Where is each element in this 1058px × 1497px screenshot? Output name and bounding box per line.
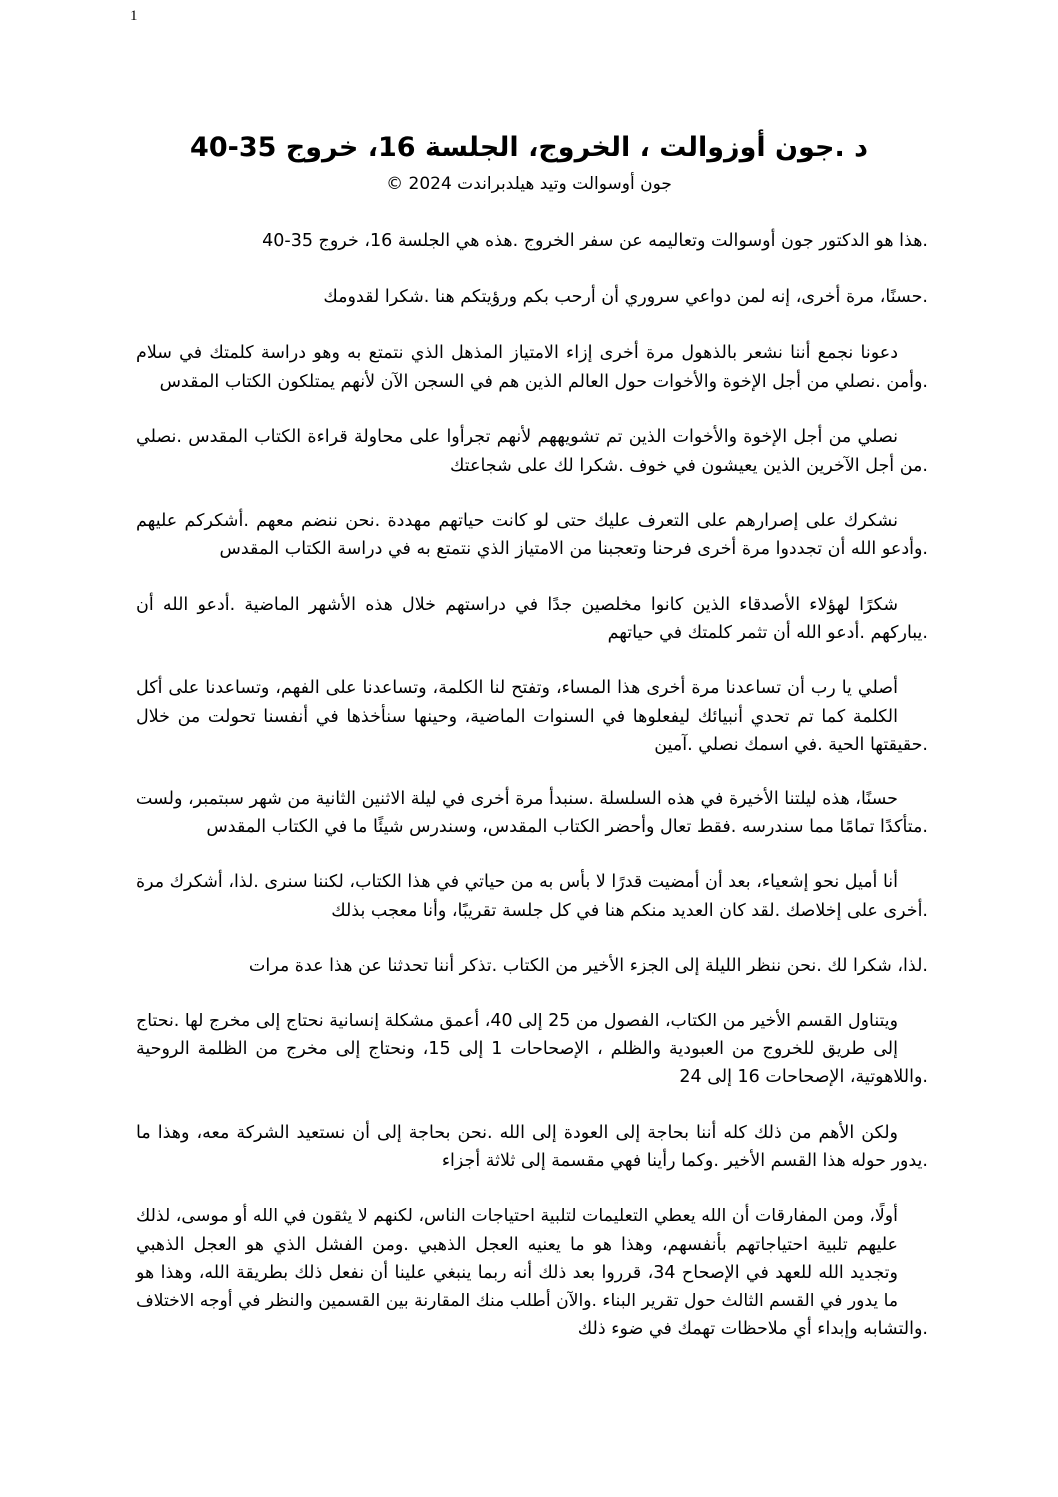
paragraph-line: .هذا هو الدكتور جون أوسوالت وتعاليمه عن سفر الخروج .هذه هي الجلسة 16، خروج 35-40 — [262, 231, 928, 251]
paragraph-line: .وأمن .نصلي من أجل الإخوة والأخوات حول العالم الذين هم في السجن الآن لأنهم يمتلكون الكتاب المقدس — [159, 372, 928, 392]
paragraph-line: .واللاهوتية، الإصحاحات 16 إلى 24 — [679, 1067, 928, 1087]
paragraph-line: نشكرك على إصرارهم على التعرف عليك حتى لو كانت حياتهم مهددة .نحن ننضم معهم .أشكركم عليهم — [136, 511, 898, 531]
paragraph-line: .يدور حوله هذا القسم الأخير .وكما رأينا فهي مقسمة إلى ثلاثة أجزاء — [441, 1151, 928, 1171]
paragraph-line: .متأكدًا تمامًا مما سندرسه .فقط تعال وأحضر الكتاب المقدس، وسندرس شيئًا ما في الكتاب المقدس — [206, 817, 928, 837]
paragraph-line: .لذا، شكرا لك .نحن ننظر الليلة إلى الجزء الأخير من الكتاب .تذكر أننا تحدثنا عن هذا عدة مرات — [248, 956, 928, 976]
paragraph-line: ولكن الأهم من ذلك كله أننا بحاجة إلى العودة إلى الله .نحن بحاجة إلى أن نستعيد الشركة معه، وهذا ما — [136, 1123, 898, 1143]
paragraph-line: أولًا، ومن المفارقات أن الله يعطي التعليمات لتلبية احتياجات الناس، لكنهم لا يثقون في الله أو موسى، لذلك — [136, 1206, 898, 1226]
paragraph-line: أنا أميل نحو إشعياء، بعد أن أمضيت قدرًا لا بأس به من حياتي في هذا الكتاب، لكننا سنرى .لذا، أشكرك مرة — [136, 872, 898, 892]
paragraph-line: ما يدور في القسم الثالث حول تقرير البناء .والآن أطلب منك المقارنة بين القسمين والنظر في أوجه الاختلاف — [136, 1291, 898, 1311]
paragraph-line: وتجديد الله للعهد في الإصحاح 34، قرروا بعد ذلك أنه ربما ينبغي علينا أن نفعل ذلك بطريقة الله، وهذا هو — [136, 1263, 898, 1283]
paragraph-line: .أخرى على إخلاصك .لقد كان العديد منكم هنا في كل جلسة تقريبًا، وأنا معجب بذلك — [331, 901, 928, 921]
document-title: د .جون أوزوالت ، الخروج، الجلسة 16، خروج 35-40 — [190, 132, 868, 163]
paragraph-line: ويتناول القسم الأخير من الكتاب، الفصول من 25 إلى 40، أعمق مشكلة إنسانية نحتاج إلى مخرج لها .نحتاج — [136, 1011, 899, 1031]
paragraph-line: الكلمة كما تم تحدي أنبيائك ليفعلوها في السنوات الماضية، وحينها سنأخذها في أنفسنا تحولت من خلال — [136, 707, 898, 727]
paragraph-line: .والتشابه وإبداء أي ملاحظات تهمك في ضوء ذلك — [577, 1319, 928, 1339]
paragraph-line: .من أجل الآخرين الذين يعيشون في خوف .شكرا لك على شجاعتك — [449, 456, 928, 476]
paragraph-line: .حسنًا، مرة أخرى، إنه لمن دواعي سروري أن أرحب بكم ورؤيتكم هنا .شكرا لقدومك — [323, 287, 928, 307]
paragraph-line: أصلي يا رب أن تساعدنا مرة أخرى هذا المساء، وتفتح لنا الكلمة، وتساعدنا على الفهم، وتساعدنا على أكل — [136, 678, 898, 698]
paragraph-line: .يباركهم .أدعو الله أن تثمر كلمتك في حياتهم — [607, 623, 928, 643]
paragraph-line: شكرًا لهؤلاء الأصدقاء الذين كانوا مخلصين جدًا في دراستهم خلال هذه الأشهر الماضية .أدعو الله أن — [136, 595, 898, 615]
paragraph-line: نصلي من أجل الإخوة والأخوات الذين تم تشويههم لأنهم تجرأوا على محاولة قراءة الكتاب المقدس .نصلي — [136, 427, 898, 447]
copyright-line: جون أوسوالت وتيد هيلدبراندت 2024 © — [386, 174, 672, 194]
paragraph-line: حسنًا، هذه ليلتنا الأخيرة في هذه السلسلة .سنبدأ مرة أخرى في ليلة الاثنين الثانية من شهر سبتمبر، ولست — [135, 789, 898, 809]
paragraph-line: عليهم تلبية احتياجاتهم بأنفسهم، وهذا هو ما يعنيه العجل الذهبي .ومن الفشل الذي هو العجل الذهبي — [136, 1235, 898, 1255]
paragraph-line: .وأدعو الله أن تجددوا مرة أخرى فرحنا وتعجبنا من الامتياز الذي نتمتع به في دراسة الكتاب المقدس — [219, 539, 928, 559]
paragraph-line: .حقيقتها الحية .في اسمك نصلي .آمين — [654, 735, 928, 755]
paragraph-line: دعونا نجمع أننا نشعر بالذهول مرة أخرى إزاء الامتياز المذهل الذي نتمتع به وهو دراسة كلمتك في سلام — [136, 343, 898, 363]
paragraph-line: إلى طريق للخروج من العبودية والظلم ، الإصحاحات 1 إلى 15، ونحتاج إلى مخرج من الظلمة الروحية — [136, 1039, 899, 1059]
page-number: 1 — [130, 8, 138, 24]
